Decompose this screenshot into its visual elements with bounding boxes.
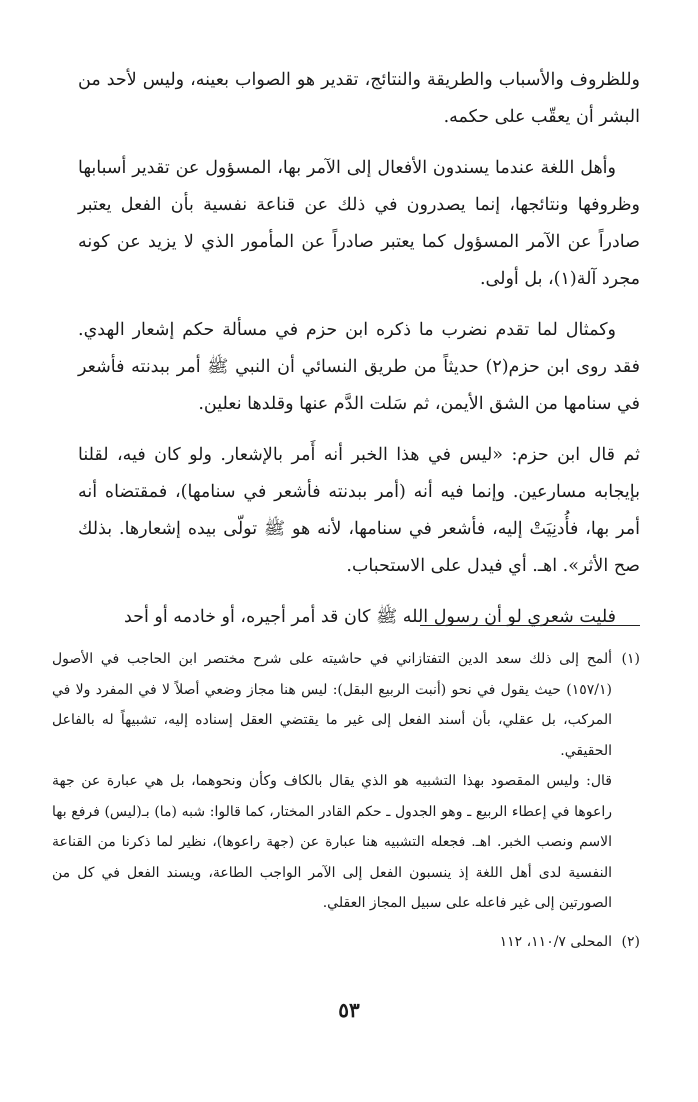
- main-text: [78, 62, 640, 636]
- footnotes: [52, 644, 640, 957]
- paragraph: وأهل اللغة عندما يسندون الأفعال إلى الآمر بها، المسؤول عن تقدير أسبابها وظروفها ونتائجها، إنما يصدرون في ذلك عن قناعة نفسية بأن الفعل يعتبر صادراً عن الآمر المسؤول كما يعتبر صادراً عن المأمور الذي لا يزيد عن كونه مجرد آلة(١)، بل أولى.: [78, 158, 640, 289]
- paragraph: وللظروف والأسباب والطريقة والنتائج، تقدير هو الصواب بعينه، وليس لأحد من البشر أن يعقّب على حكمه.: [78, 70, 640, 127]
- footnote-body: [52, 644, 612, 919]
- footnote-body: [52, 927, 612, 958]
- footnote-number: (١): [621, 651, 640, 667]
- footnote-paragraph: المحلى ١١٠/٧، ١١٢: [499, 933, 612, 950]
- paragraph: وكمثال لما تقدم نضرب ما ذكره ابن حزم في مسألة حكم إشعار الهدي. فقد روى ابن حزم(٢) حديثاً من طريق النسائي أن النبي ﷺ أمر ببدنته فأشعر في سنامها من الشق الأيمن، ثم سَلت الدَّم عنها وقلدها نعلين.: [78, 320, 640, 414]
- footnote-number: (٢): [621, 933, 640, 950]
- paragraph: ثم قال ابن حزم: «ليس في هذا الخبر أنه أَمر بالإشعار. ولو كان فيه، لقلنا بإيجابه مسارعين. وإنما فيه أنه (أمر ببدنته فأشعر في سنامها)، فمقتضاه أنه أمر بها، فأُدنِيَتْ إليه، فأشعر في سنامها، لأنه هو ﷺ تولّى بيده إشعارها. بذلك صح الأثر». اهـ. أي فيدل على الاستحباب.: [78, 445, 640, 576]
- footnote-paragraph: قال: وليس المقصود بهذا التشبيه هو الذي يقال بالكاف وكأن ونحوهما، بل هي عبارة عن جهة راعوها في إعطاء الربيع ـ وهو الجدول ـ حكم القادر المختار، كما قالوا: شبه (ما) بـ(ليس) فرفع بها الاسم ونصب الخبر. اهـ. فجعله التشبيه هنا عبارة عن (جهة راعوها)، نظير لما ذكرنا من القناعة النفسية لدى أهل اللغة إذ ينسبون الفعل إلى الآمر الواجب الطاعة، ويسند الفعل في كل من الصورتين إلى غير فاعله على سبيل المجاز العقلي.: [52, 773, 612, 911]
- footnote: [52, 644, 640, 919]
- paragraph: فليت شعري لو أن رسول الله ﷺ كان قد أمر أجيره، أو خادمه أو أحد: [123, 607, 616, 627]
- footnote: [52, 927, 640, 958]
- footnote-paragraph: ألمح إلى ذلك سعد الدين التفتازاني في حاشيته على شرح مختصر ابن الحاجب في الأصول (١٥٧/١) حيث يقول في نحو (أنبت الربيع البقل): ليس هنا مجاز وضعي أصلاً لا في المفرد ولا في المركب، بل عقلي، بأن أسند الفعل إلى غير ما يقتضي العقل إسناده إليه، تشبيهاً له بالفاعل الحقيقي.: [52, 651, 612, 759]
- page-number: ٥٣: [338, 998, 360, 1022]
- footnote-separator: [420, 625, 640, 626]
